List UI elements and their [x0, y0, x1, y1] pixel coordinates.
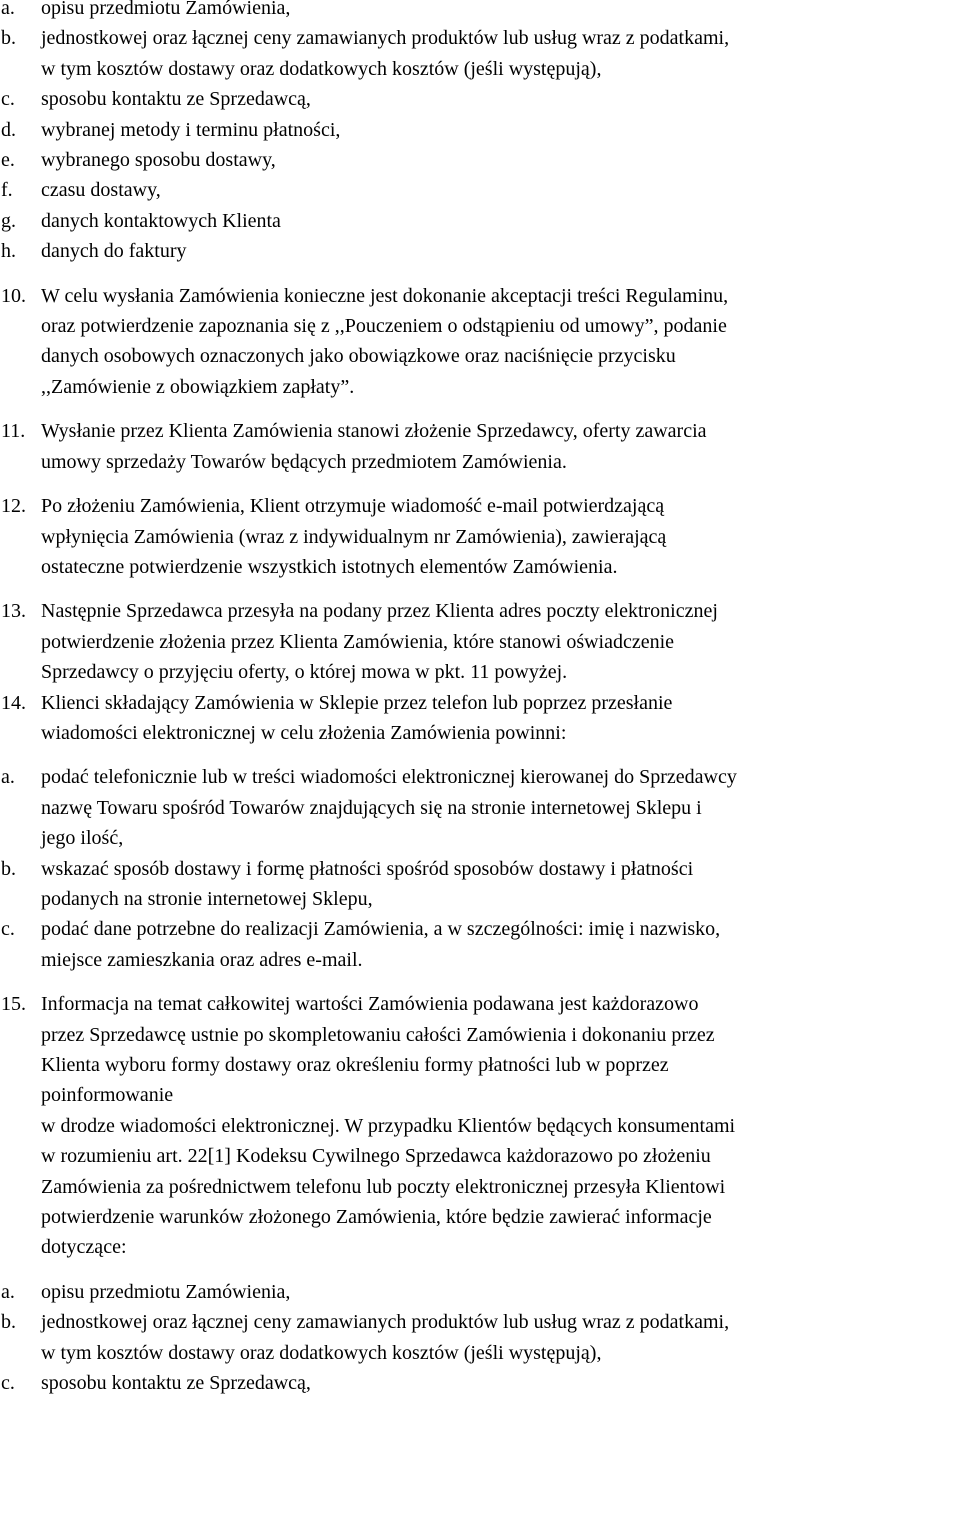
paragraph-number: 10.: [1, 284, 26, 307]
list-item: [0, 0, 960, 23]
list-item-label: a.: [1, 1280, 15, 1303]
list-item: [0, 84, 960, 114]
list-item-label: a.: [1, 0, 15, 19]
list-item-text: opisu przedmiotu Zamówienia,: [41, 0, 291, 19]
list-item-label: b.: [1, 857, 16, 880]
list-item: [0, 145, 960, 175]
list-item-text: nazwę Towaru spośród Towarów znajdujących się na stronie internetowej Sklepu i: [41, 796, 702, 819]
paragraph-number: 14.: [1, 691, 26, 714]
list-item-label: g.: [1, 209, 16, 232]
list-item-text: w tym kosztów dostawy oraz dodatkowych kosztów (jeśli występują),: [41, 57, 602, 80]
list-item-label: e.: [1, 149, 15, 172]
list-item-label: b.: [1, 27, 16, 50]
list-item-text: wybranego sposobu dostawy,: [41, 149, 276, 172]
paragraph-text: ,,Zamówienie z obowiązkiem zapłaty”.: [41, 375, 355, 398]
list-item-label: f.: [1, 179, 13, 202]
list-item-label: h.: [1, 240, 16, 263]
paragraph-13: [0, 596, 960, 687]
paragraph-14: [0, 688, 960, 749]
paragraph-number: 13.: [1, 600, 26, 623]
list-item-label: b.: [1, 1311, 16, 1334]
paragraph-text: Wysłanie przez Klienta Zamówienia stanowi złożenie Sprzedawcy, oferty zawarcia: [41, 420, 707, 443]
list-item: [0, 1368, 960, 1398]
list-item: [0, 854, 960, 915]
list-item: [0, 175, 960, 205]
list-item: [0, 23, 960, 84]
paragraph-12: [0, 491, 960, 582]
paragraph-text: wiadomości elektronicznej w celu złożenia Zamówienia powinni:: [41, 721, 567, 744]
paragraph-text: potwierdzenie złożenia przez Klienta Zamówienia, które stanowi oświadczenie: [41, 630, 675, 653]
paragraph-text: potwierdzenie warunków złożonego Zamówienia, które będzie zawierać informacje: [41, 1206, 712, 1229]
list-item: [0, 206, 960, 236]
paragraph-text: wpłynięcia Zamówienia (wraz z indywidualnym nr Zamówienia), zawierającą: [41, 525, 667, 548]
paragraph-10: [0, 281, 960, 403]
list-item-text: w tym kosztów dostawy oraz dodatkowych kosztów (jeśli występują),: [41, 1341, 602, 1364]
paragraph-text: w rozumieniu art. 22[1] Kodeksu Cywilnego Sprzedawca każdorazowo po złożeniu: [41, 1145, 711, 1168]
list-item-label: a.: [1, 766, 15, 789]
paragraph-text: W celu wysłania Zamówienia konieczne jest dokonanie akceptacji treści Regulaminu,: [41, 284, 729, 307]
list-item: [0, 762, 960, 853]
list-item-label: d.: [1, 118, 16, 141]
list-item-text: danych kontaktowych Klienta: [41, 209, 281, 232]
paragraph-11: [0, 416, 960, 477]
paragraph-text: dotyczące:: [41, 1236, 127, 1259]
list-item-text: danych do faktury: [41, 240, 187, 263]
paragraph-text: umowy sprzedaży Towarów będących przedmiotem Zamówienia.: [41, 450, 567, 473]
list-item: [0, 115, 960, 145]
bottom-list: [0, 1277, 960, 1399]
list-item-text: wybranej metody i terminu płatności,: [41, 118, 341, 141]
paragraph-text: w drodze wiadomości elektronicznej. W przypadku Klientów będących konsumentami: [41, 1114, 736, 1137]
list-item: [0, 1277, 960, 1307]
list-item-text: jednostkowej oraz łącznej ceny zamawianych produktów lub usług wraz z podatkami,: [41, 1311, 730, 1334]
list-item-text: podanych na stronie internetowej Sklepu,: [41, 887, 373, 910]
list-item-text: sposobu kontaktu ze Sprzedawcą,: [41, 1372, 311, 1395]
list-item: [0, 914, 960, 975]
list-item-label: c.: [1, 1372, 15, 1395]
list-item-label: c.: [1, 88, 15, 111]
list-item-text: wskazać sposób dostawy i formę płatności spośród sposobów dostawy i płatności: [41, 857, 694, 880]
list-item-text: miejsce zamieszkania oraz adres e-mail.: [41, 948, 363, 971]
paragraph-text: Klienci składający Zamówienia w Sklepie przez telefon lub poprzez przesłanie: [41, 691, 673, 714]
paragraph-text: danych osobowych oznaczonych jako obowiązkowe oraz naciśnięcie przycisku: [41, 345, 676, 368]
list-item-text: podać dane potrzebne do realizacji Zamówienia, a w szczególności: imię i nazwisko,: [41, 918, 721, 941]
paragraph-text: Następnie Sprzedawca przesyła na podany przez Klienta adres poczty elektronicznej: [41, 600, 718, 623]
paragraph-text: Sprzedawcy o przyjęciu oferty, o której mowa w pkt. 11 powyżej.: [41, 661, 568, 684]
paragraph-number: 11.: [1, 420, 26, 443]
paragraph-text: Zamówienia za pośrednictwem telefonu lub poczty elektronicznej przesyła Klientowi: [41, 1175, 726, 1198]
paragraph-text: oraz potwierdzenie zapoznania się z ,,Pouczeniem o odstąpieniu od umowy”, podanie: [41, 315, 727, 338]
paragraph-number: 12.: [1, 495, 26, 518]
list-item-text: sposobu kontaktu ze Sprzedawcą,: [41, 88, 311, 111]
list-item-text: jednostkowej oraz łącznej ceny zamawianych produktów lub usług wraz z podatkami,: [41, 27, 730, 50]
list-item-text: podać telefonicznie lub w treści wiadomości elektronicznej kierowanej do Sprzedawcy: [41, 766, 737, 789]
list-14: [0, 762, 960, 975]
paragraph-15: [0, 989, 960, 1263]
paragraph-text: przez Sprzedawcę ustnie po skompletowaniu całości Zamówienia i dokonaniu przez: [41, 1023, 715, 1046]
list-item-text: czasu dostawy,: [41, 179, 161, 202]
list-item-label: c.: [1, 918, 15, 941]
list-item-text: jego ilość,: [41, 827, 124, 850]
list-item: [0, 1307, 960, 1368]
paragraph-text: Informacja na temat całkowitej wartości Zamówienia podawana jest każdorazowo: [41, 993, 699, 1016]
paragraph-text: Po złożeniu Zamówienia, Klient otrzymuje wiadomość e-mail potwierdzającą: [41, 495, 665, 518]
list-item-text: opisu przedmiotu Zamówienia,: [41, 1280, 291, 1303]
top-list: [0, 0, 960, 267]
paragraph-number: 15.: [1, 993, 26, 1016]
paragraph-text: poinformowanie: [41, 1084, 174, 1107]
paragraph-text: ostateczne potwierdzenie wszystkich istotnych elementów Zamówienia.: [41, 555, 618, 578]
paragraph-text: Klienta wyboru formy dostawy oraz określeniu formy płatności lub w poprzez: [41, 1054, 669, 1076]
list-item: [0, 236, 960, 266]
